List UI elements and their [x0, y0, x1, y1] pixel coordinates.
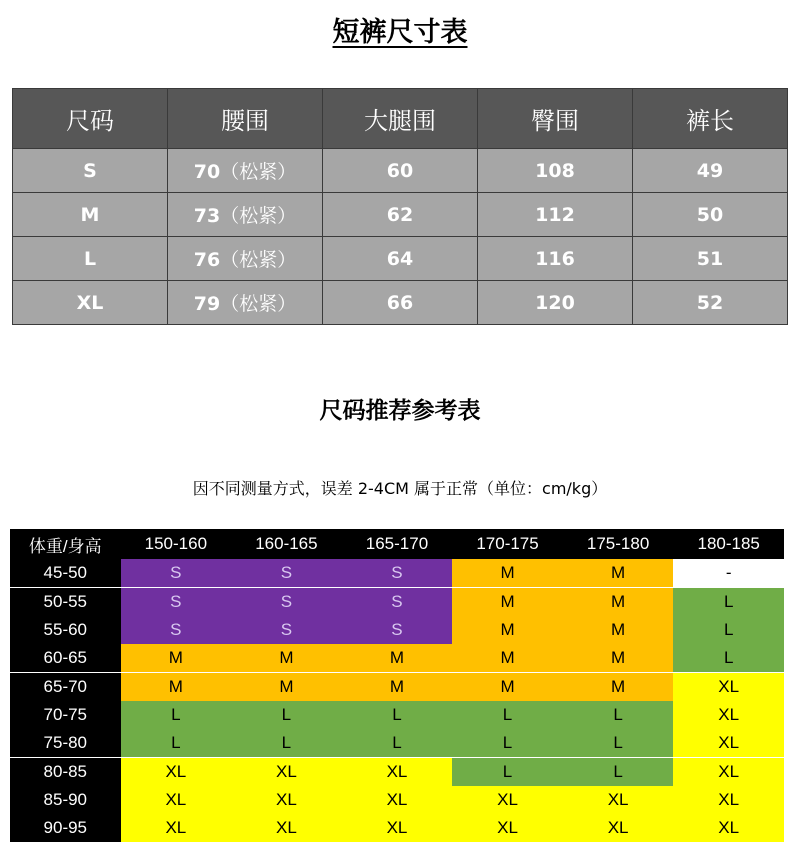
corner-header: 体重/身高 [10, 529, 121, 559]
size-row [13, 193, 788, 237]
size-cell: XL [121, 786, 232, 814]
recommend-row [10, 701, 784, 729]
recommend-row [10, 588, 784, 617]
size-cell: L [563, 758, 674, 787]
size-cell: M [563, 644, 674, 673]
size-cell: S [121, 588, 232, 617]
recommend-row [10, 559, 784, 588]
size-table [12, 88, 788, 325]
recommend-table [10, 529, 784, 842]
size-cell: XL [231, 814, 342, 842]
weight-label: 90-95 [10, 814, 121, 842]
measurement-note: 因不同测量方式，误差 2-4CM 属于正常（单位：cm/kg） [192, 479, 608, 498]
size-cell: XL [452, 786, 563, 814]
weight-label: 45-50 [10, 559, 121, 588]
size-cell: XL [673, 814, 784, 842]
size-cell: L [563, 729, 674, 758]
cell-thigh: 60 [323, 149, 478, 193]
size-cell: L [452, 701, 563, 729]
size-cell: M [452, 673, 563, 702]
size-cell: M [563, 588, 674, 617]
waist-note: （松紧） [220, 161, 297, 183]
cell-length: 49 [633, 149, 788, 193]
size-cell: M [121, 673, 232, 702]
cell-hip: 120 [478, 281, 633, 325]
size-cell: L [121, 701, 232, 729]
waist-note: （松紧） [220, 249, 297, 271]
recommend-row [10, 673, 784, 702]
size-cell: XL [342, 786, 453, 814]
weight-label: 80-85 [10, 758, 121, 787]
recommend-row [10, 616, 784, 644]
header-length: 裤长 [633, 89, 788, 149]
size-cell: - [673, 559, 784, 588]
size-cell: M [231, 673, 342, 702]
size-cell: S [121, 559, 232, 588]
size-table-header-row [13, 89, 788, 149]
size-cell: M [452, 559, 563, 588]
size-cell: L [673, 616, 784, 644]
cell-waist [168, 193, 323, 237]
size-cell: XL [342, 758, 453, 787]
weight-label: 65-70 [10, 673, 121, 702]
size-cell: XL [673, 758, 784, 787]
cell-length: 51 [633, 237, 788, 281]
cell-size: XL [13, 281, 168, 325]
recommend-header-row [10, 529, 784, 559]
recommend-row [10, 758, 784, 787]
size-cell: S [342, 559, 453, 588]
weight-label: 50-55 [10, 588, 121, 617]
size-cell: L [231, 701, 342, 729]
waist-value: 70 [193, 161, 221, 183]
size-cell: S [342, 588, 453, 617]
waist-note: （松紧） [220, 205, 297, 227]
size-row [13, 149, 788, 193]
cell-size: M [13, 193, 168, 237]
size-cell: XL [563, 786, 674, 814]
cell-thigh: 66 [323, 281, 478, 325]
waist-value: 76 [193, 249, 221, 271]
waist-note: （松紧） [220, 293, 297, 315]
cell-thigh: 62 [323, 193, 478, 237]
size-cell: M [342, 673, 453, 702]
cell-length: 52 [633, 281, 788, 325]
size-cell: M [563, 616, 674, 644]
size-cell: S [231, 559, 342, 588]
cell-waist [168, 237, 323, 281]
size-cell: XL [563, 814, 674, 842]
size-cell: M [231, 644, 342, 673]
height-header: 170-175 [452, 529, 563, 559]
header-size: 尺码 [13, 89, 168, 149]
size-cell: XL [121, 814, 232, 842]
waist-value: 73 [193, 205, 221, 227]
cell-size: L [13, 237, 168, 281]
cell-hip: 108 [478, 149, 633, 193]
size-cell: XL [121, 758, 232, 787]
cell-length: 50 [633, 193, 788, 237]
size-cell: L [673, 588, 784, 617]
weight-label: 70-75 [10, 701, 121, 729]
cell-hip: 116 [478, 237, 633, 281]
recommend-row [10, 814, 784, 842]
weight-label: 55-60 [10, 616, 121, 644]
size-cell: L [452, 758, 563, 787]
size-cell: M [452, 644, 563, 673]
size-cell: M [563, 559, 674, 588]
size-cell: L [231, 729, 342, 758]
height-header: 175-180 [563, 529, 674, 559]
size-cell: M [121, 644, 232, 673]
size-cell: S [231, 588, 342, 617]
weight-label: 75-80 [10, 729, 121, 758]
size-row [13, 237, 788, 281]
size-cell: XL [342, 814, 453, 842]
size-cell: XL [673, 673, 784, 702]
recommend-row [10, 786, 784, 814]
size-cell: XL [452, 814, 563, 842]
weight-label: 85-90 [10, 786, 121, 814]
size-cell: L [342, 701, 453, 729]
recommend-title: 尺码推荐参考表 [319, 398, 481, 424]
height-header: 160-165 [231, 529, 342, 559]
size-cell: L [342, 729, 453, 758]
size-cell: L [452, 729, 563, 758]
recommend-row [10, 644, 784, 673]
cell-size: S [13, 149, 168, 193]
size-cell: M [563, 673, 674, 702]
height-header: 150-160 [121, 529, 232, 559]
cell-thigh: 64 [323, 237, 478, 281]
size-cell: XL [231, 786, 342, 814]
size-cell: M [452, 588, 563, 617]
cell-waist [168, 149, 323, 193]
size-cell: S [121, 616, 232, 644]
size-cell: XL [231, 758, 342, 787]
cell-hip: 112 [478, 193, 633, 237]
recommend-row [10, 729, 784, 758]
size-cell: M [342, 644, 453, 673]
size-cell: L [563, 701, 674, 729]
waist-value: 79 [193, 293, 221, 315]
recommend-body [10, 559, 784, 842]
header-waist: 腰围 [168, 89, 323, 149]
size-row [13, 281, 788, 325]
size-cell: S [231, 616, 342, 644]
page-title: 短裤尺寸表 [332, 17, 468, 48]
size-cell: XL [673, 786, 784, 814]
weight-label: 60-65 [10, 644, 121, 673]
height-header: 165-170 [342, 529, 453, 559]
cell-waist [168, 281, 323, 325]
size-cell: L [673, 644, 784, 673]
size-cell: S [342, 616, 453, 644]
header-thigh: 大腿围 [323, 89, 478, 149]
header-hip: 臀围 [478, 89, 633, 149]
size-cell: M [452, 616, 563, 644]
size-cell: L [121, 729, 232, 758]
height-header: 180-185 [673, 529, 784, 559]
size-cell: XL [673, 729, 784, 758]
size-cell: XL [673, 701, 784, 729]
